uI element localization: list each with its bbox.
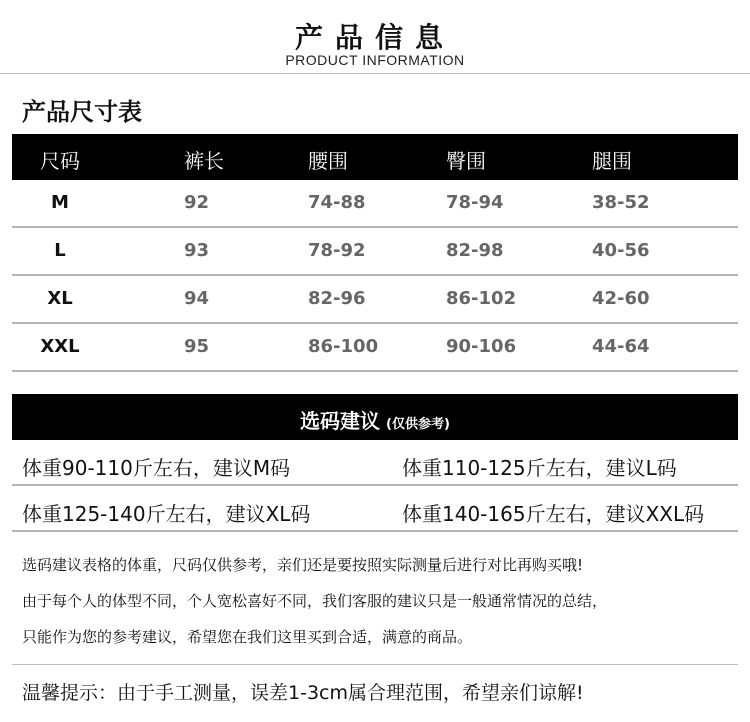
cell-thigh: 42-60 xyxy=(592,288,650,309)
size-advice-title xyxy=(300,409,450,433)
cell-hip: 86-102 xyxy=(446,288,517,309)
cell-size: M xyxy=(51,192,69,213)
page-title: 产品信息 xyxy=(294,21,455,54)
advice-row xyxy=(12,442,738,486)
cell-thigh: 44-64 xyxy=(592,336,650,357)
advice-subtitle: (仅供参考) xyxy=(386,417,450,432)
cell-thigh: 38-52 xyxy=(592,192,650,213)
note-line: 由于每个人的体型不同，个人宽松喜好不同，我们客服的建议只是一般通常情况的总结， xyxy=(22,592,608,610)
warm-tip: 温馨提示：由于手工测量，误差1-3cm属合理范围，希望亲们谅解! xyxy=(22,682,584,704)
cell-size: XXL xyxy=(40,336,80,357)
cell-length: 93 xyxy=(184,240,210,261)
column-header-length: 裤长 xyxy=(184,149,224,173)
cell-size: XL xyxy=(47,288,73,309)
cell-size: L xyxy=(54,240,66,261)
page-subtitle: PRODUCT INFORMATION xyxy=(285,52,465,68)
table-row xyxy=(12,276,738,324)
cell-waist: 78-92 xyxy=(308,240,366,261)
size-table-header xyxy=(12,134,738,180)
table-row xyxy=(12,228,738,276)
note-line: 只能作为您的参考建议，希望您在我们这里买到合适，满意的商品。 xyxy=(22,628,473,646)
cell-hip: 78-94 xyxy=(446,192,504,213)
cell-thigh: 40-56 xyxy=(592,240,650,261)
cell-length: 94 xyxy=(184,288,210,309)
note-line: 选码建议表格的体重，尺码仅供参考，亲们还是要按照实际测量后进行对比再购买哦! xyxy=(22,556,584,574)
cell-hip: 90-106 xyxy=(446,336,517,357)
cell-waist: 82-96 xyxy=(308,288,366,309)
advice-row xyxy=(12,488,738,532)
size-chart-title: 产品尺寸表 xyxy=(22,98,142,126)
column-header-size: 尺码 xyxy=(40,149,80,173)
advice-item: 体重125-140斤左右，建议XL码 xyxy=(22,502,311,526)
advice-title-text: 选码建议 xyxy=(300,409,381,433)
notes-divider xyxy=(12,664,738,665)
size-advice-header xyxy=(12,394,738,440)
column-header-waist: 腰围 xyxy=(308,149,348,173)
cell-hip: 82-98 xyxy=(446,240,504,261)
cell-waist: 86-100 xyxy=(308,336,379,357)
advice-item: 体重140-165斤左右，建议XXL码 xyxy=(402,502,705,526)
cell-waist: 74-88 xyxy=(308,192,366,213)
advice-item: 体重90-110斤左右，建议M码 xyxy=(22,456,291,480)
header-divider xyxy=(0,73,750,74)
column-header-hip: 臀围 xyxy=(446,149,486,173)
cell-length: 95 xyxy=(184,336,210,357)
advice-item: 体重110-125斤左右，建议L码 xyxy=(402,456,677,480)
table-row xyxy=(12,180,738,228)
table-row xyxy=(12,324,738,372)
page-header xyxy=(0,0,750,74)
column-header-thigh: 腿围 xyxy=(592,149,632,173)
size-table xyxy=(12,134,738,372)
cell-length: 92 xyxy=(184,192,210,213)
